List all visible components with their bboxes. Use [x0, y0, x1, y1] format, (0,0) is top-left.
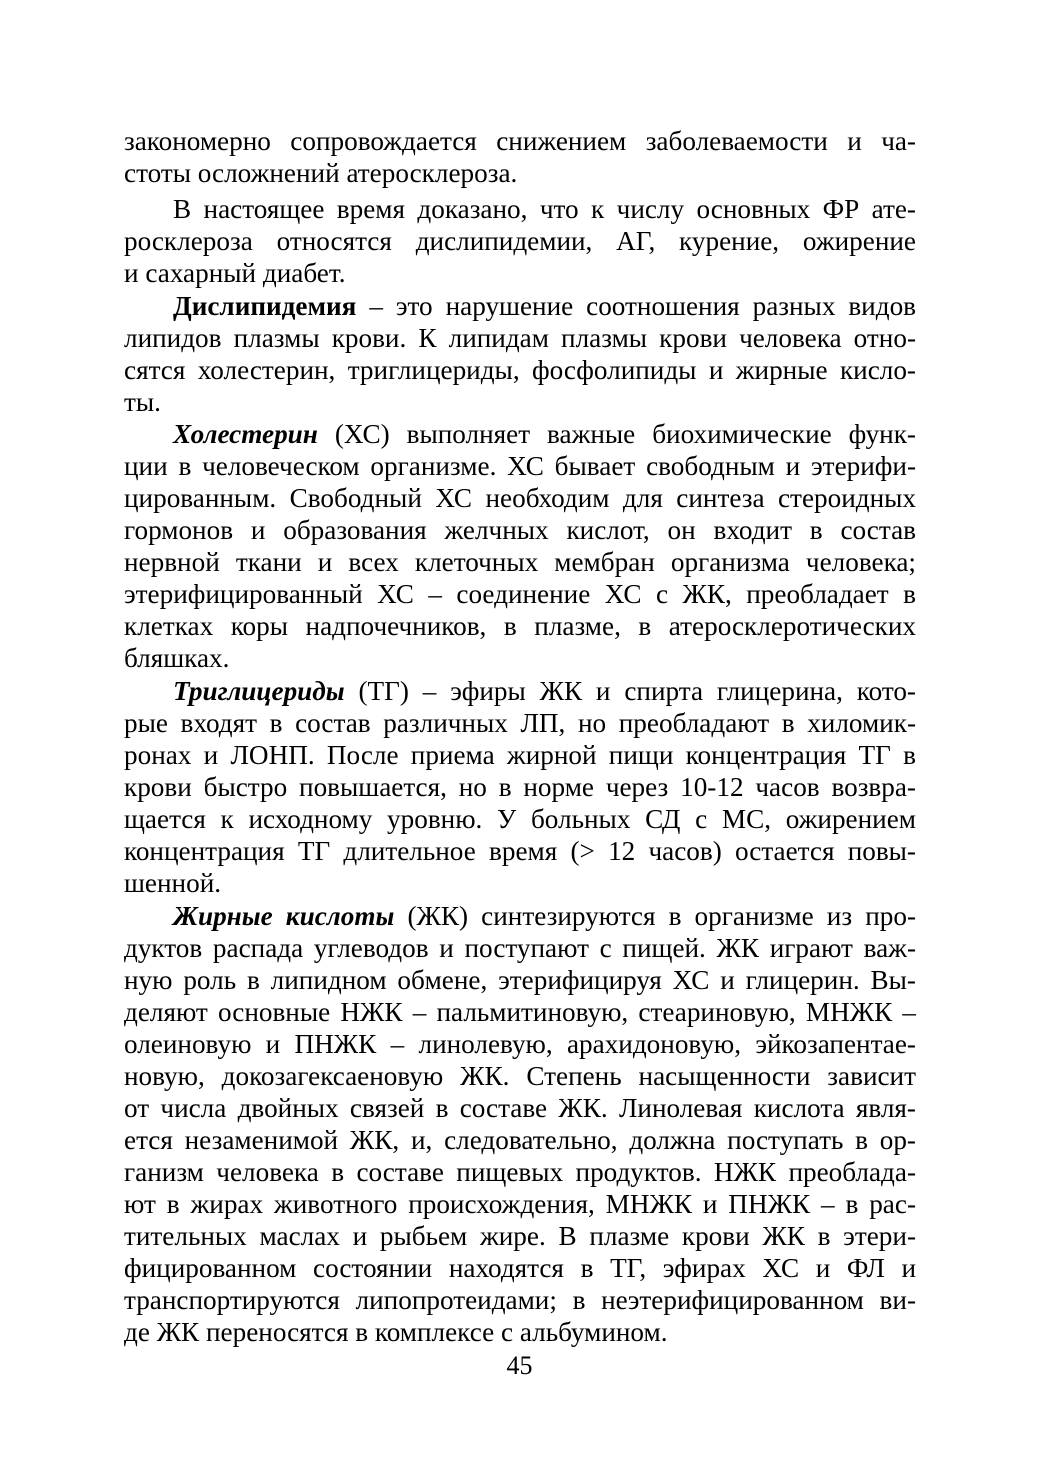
text-line: бляшках.	[124, 643, 230, 673]
text-line: дуктов распада углеводов и поступают с пищей. ЖК играют важ-	[124, 933, 916, 963]
text-line: олеиновую и ПНЖК – линолевую, арахидоновую, эйкозапентае-	[124, 1029, 916, 1059]
term-dyslipidemia: Дислипидемия	[173, 291, 357, 321]
text-line: деляют основные НЖК – пальмитиновую, стеариновую, МНЖК –	[124, 997, 916, 1027]
text-line: этерифицированный ХС – соединение ХС с ЖК, преобладает в	[124, 579, 916, 609]
text-line: щается к исходному уровню. У больных СД с МС, ожирением	[124, 804, 916, 834]
text-line: новую, докозагексаеновую ЖК. Степень насыщенности зависит	[124, 1061, 916, 1091]
text-line: концентрация ТГ длительное время (> 12 часов) остается повы-	[124, 836, 916, 866]
text-line: фицированном состоянии находятся в ТГ, эфирах ХС и ФЛ и	[124, 1253, 916, 1283]
text-line: ют в жирах животного происхождения, МНЖК и ПНЖК – в рас-	[124, 1189, 916, 1219]
text-line: росклероза относятся дислипидемии, АГ, курение, ожирение	[124, 226, 916, 256]
term-triglycerides: Триглицериды	[173, 676, 345, 706]
text-line: ется незаменимой ЖК, и, следовательно, должна поступать в ор-	[124, 1125, 916, 1155]
text-line: сятся холестерин, триглицериды, фосфолипиды и жирные кисло-	[124, 355, 916, 385]
text-line: гормонов и образования желчных кислот, он входит в состав	[124, 515, 916, 545]
text-line: стоты осложнений атеросклероза.	[124, 158, 518, 188]
text-line: закономерно сопровождается снижением заболеваемости и ча-	[124, 126, 916, 156]
text-line: от числа двойных связей в составе ЖК. Линолевая кислота явля-	[124, 1093, 916, 1123]
text-fragment: (ХС) выполняет важные биохимические функ-	[317, 419, 916, 449]
term-cholesterol: Холестерин	[173, 419, 318, 449]
text-line: рые входят в состав различных ЛП, но преобладают в хиломик-	[124, 708, 916, 738]
text-line: липидов плазмы крови. К липидам плазмы крови человека отно-	[124, 323, 916, 353]
text-line: транспортируются липопротеидами; в неэтерифицированном ви-	[124, 1285, 916, 1315]
text-line: де ЖК переносятся в комплексе с альбумином.	[124, 1317, 668, 1347]
text-line: ты.	[124, 387, 161, 417]
text-line: крови быстро повышается, но в норме через 10-12 часов возвра-	[124, 772, 916, 802]
text-line: клетках коры надпочечников, в плазме, в атеросклеротических	[124, 611, 916, 641]
text-line	[173, 418, 916, 451]
term-fatty-acids: Жирные кислоты	[173, 901, 395, 931]
text-line: ронах и ЛОНП. После приема жирной пищи концентрация ТГ в	[124, 740, 916, 770]
text-line: В настоящее время доказано, что к числу основных ФР ате-	[173, 194, 916, 224]
text-line: ную роль в липидном обмене, этерифицируя ХС и глицерин. Вы-	[124, 965, 916, 995]
text-line	[173, 675, 916, 708]
text-line: ганизм человека в составе пищевых продуктов. НЖК преоблада-	[124, 1157, 916, 1187]
page-number: 45	[506, 1351, 533, 1380]
text-line: нервной ткани и всех клеточных мембран организма человека;	[124, 547, 916, 577]
text-line	[173, 900, 916, 933]
text-line: тительных маслах и рыбьем жире. В плазме крови ЖК в этери-	[124, 1221, 916, 1251]
text-line: и сахарный диабет.	[124, 258, 346, 288]
text-line	[173, 290, 916, 323]
text-fragment: – это нарушение соотношения разных видов	[356, 291, 916, 321]
text-fragment: (ЖК) синтезируются в организме из про-	[394, 901, 916, 931]
text-fragment: (ТГ) – эфиры ЖК и спирта глицерина, кото-	[344, 676, 916, 706]
text-line: шенной.	[124, 868, 222, 898]
text-line: цированным. Свободный ХС необходим для синтеза стероидных	[124, 483, 916, 513]
text-line: ции в человеческом организме. ХС бывает свободным и этерифи-	[124, 451, 916, 481]
